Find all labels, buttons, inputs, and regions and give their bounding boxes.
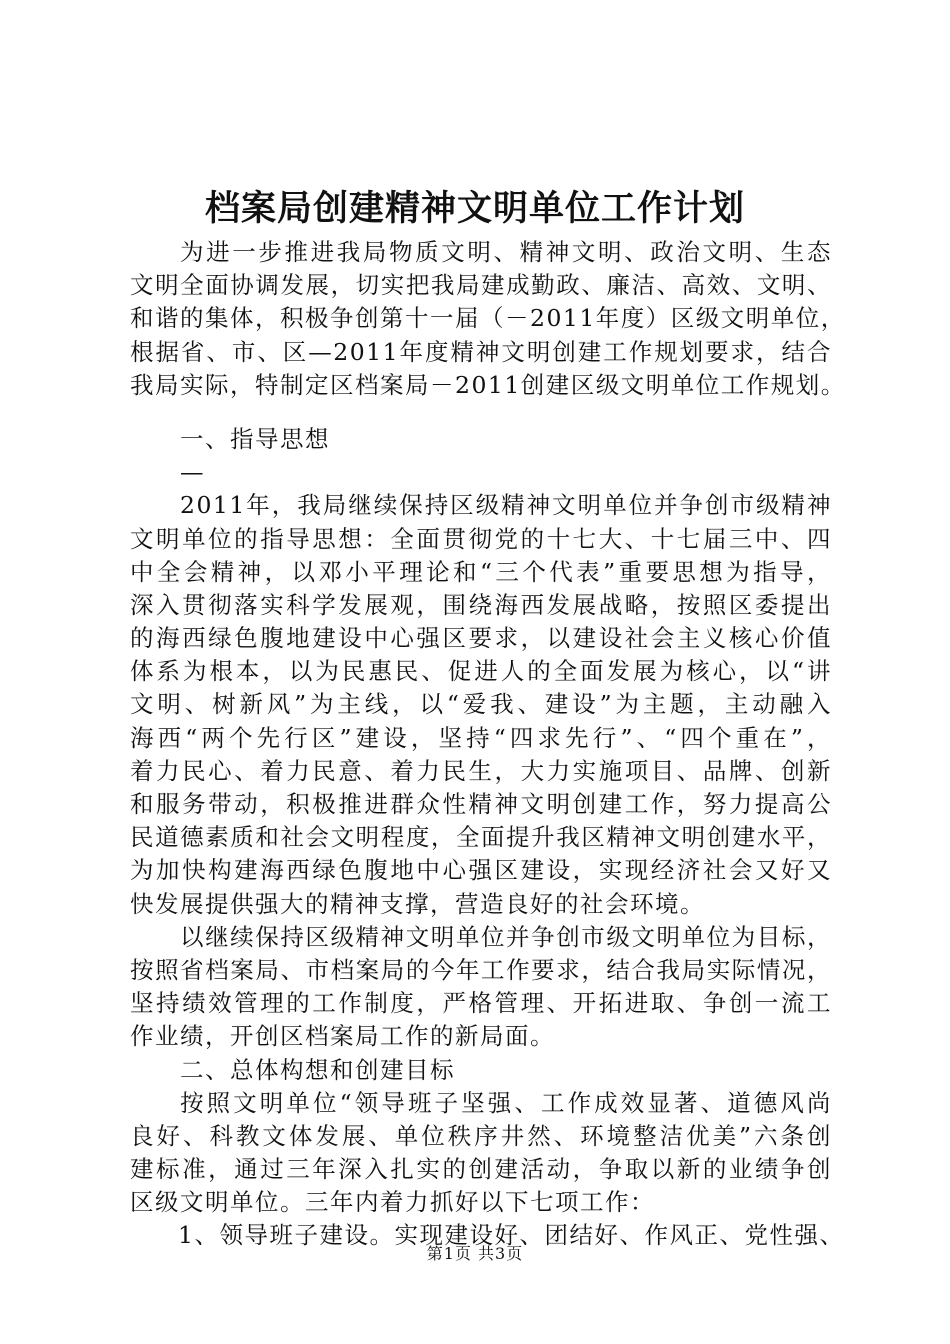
text-line: 文明单位的指导思想：全面贯彻党的十七大、十七届三中、四 (130, 524, 832, 553)
text-line: 根据省、市、区—2011年度精神文明创建工作规划要求，结合 (130, 337, 832, 366)
paragraph-guiding-ideology (130, 489, 832, 920)
text-line: 和谐的集体，积极争创第十一届（－2011年度）区级文明单位， (130, 304, 846, 333)
text-line: 2011年，我局继续保持区级精神文明单位并争创市级精神 (180, 491, 832, 520)
document-body (130, 236, 846, 1253)
text-line: 体系为根本，以为民惠民、促进人的全面发展为核心，以“讲 (130, 657, 832, 686)
text-line: 深入贯彻落实科学发展观，围绕海西发展战略，按照区委提出 (130, 590, 832, 619)
paragraph-overall-plan (130, 1087, 832, 1220)
text-line: 民道德素质和社会文明程度，全面提升我区精神文明创建水平， (130, 823, 832, 852)
text-line: 的海西绿色腹地建设中心强区要求，以建设社会主义核心价值 (130, 624, 832, 653)
section-heading-guiding-ideology (130, 423, 832, 489)
section-heading-overall-plan: 二、总体构想和创建目标 (180, 1055, 455, 1084)
text-line: 着力民心、着力民意、着力民生，大力实施项目、品牌、创新 (130, 756, 832, 785)
text-line: 和服务带动，积极推进群众性精神文明创建工作，努力提高公 (130, 790, 832, 818)
heading-dash: — (180, 458, 205, 487)
list-item-leadership: 1、领导班子建设。实现建设好、团结好、作风正、党性强、 (178, 1221, 845, 1250)
page-number-footer: 第1页 共3页 (426, 1244, 524, 1263)
paragraph-intro (130, 236, 846, 402)
text-line: 为加快构建海西绿色腹地中心强区建设，实现经济社会又好又 (130, 856, 832, 885)
text-line: 我局实际，特制定区档案局－2011创建区级文明单位工作规划。 (130, 370, 846, 399)
text-line: 快发展提供强大的精神支撑，营造良好的社会环境。 (130, 889, 705, 918)
text-line: 中全会精神，以邓小平理论和“三个代表”重要思想为指导， (130, 557, 832, 586)
section-heading: 一、指导思想 (180, 424, 330, 453)
text-line: 文明全面协调发展，切实把我局建成勤政、廉洁、高效、文明、 (130, 271, 832, 300)
text-line: 为进一步推进我局物质文明、精神文明、政治文明、生态 (180, 238, 832, 266)
text-line: 坚持绩效管理的工作制度，严格管理、开拓进取、争创一流工 (130, 989, 832, 1018)
text-line: 建标准，通过三年深入扎实的创建活动，争取以新的业绩争创 (130, 1155, 832, 1184)
document-title: 档案局创建精神文明单位工作计划 (204, 189, 745, 229)
text-line: 按照文明单位“领导班子坚强、工作成效显著、道德风尚 (180, 1088, 832, 1117)
text-line: 海西“两个先行区”建设，坚持“四求先行”、“四个重在”， (130, 723, 832, 752)
paragraph-goal (130, 921, 832, 1054)
text-line: 按照省档案局、市档案局的今年工作要求，结合我局实际情况， (130, 955, 832, 984)
text-line: 以继续保持区级精神文明单位并争创市级文明单位为目标， (180, 922, 832, 951)
text-line: 作业绩，开创区档案局工作的新局面。 (130, 1022, 555, 1051)
text-line: 文明、树新风”为主线，以“爱我、建设”为主题，主动融入 (130, 690, 832, 719)
text-line: 良好、科教文体发展、单位秩序井然、环境整洁优美”六条创 (130, 1121, 832, 1150)
text-line: 区级文明单位。三年内着力抓好以下七项工作： (130, 1188, 655, 1217)
